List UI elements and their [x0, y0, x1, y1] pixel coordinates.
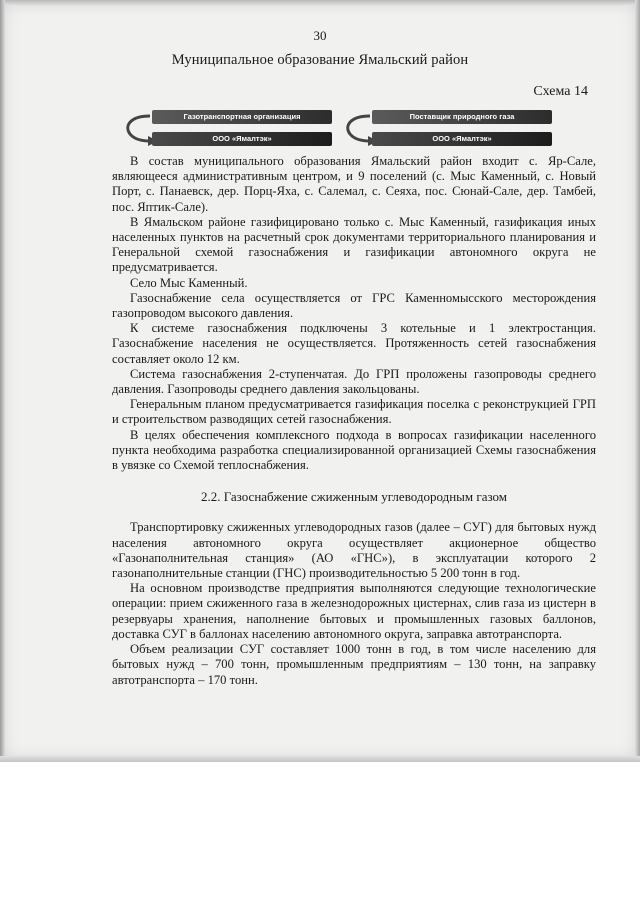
section-heading: 2.2. Газоснабжение сжиженным углеводородным газом — [200, 489, 508, 505]
paragraph: В Ямальском районе газифицировано только с. Мыс Каменный, газификация иных населенных пунктов на расчетный срок документами территориального планирования и Генеральной схемой газоснабжения и газификации автономного округа не предусматривается. — [112, 214, 596, 275]
page-number: 30 — [313, 28, 327, 43]
paragraph: В целях обеспечения комплексного подхода в вопросах газификации населенного пункта необходима разработка специализированной организацией Схемы газоснабжения в увязке со Схемой теплоснабжения. — [112, 427, 596, 473]
paragraph: К системе газоснабжения подключены 3 котельные и 1 электростанция. Газоснабжение населения не осуществляется. Протяженность сетей газоснабжения составляет около 12 км. — [112, 321, 596, 366]
page-title: Муниципальное образование Ямальский район — [171, 52, 469, 68]
paragraph: На основном производстве предприятия выполняются следующие технологические операции: прием сжиженного газа в железнодорожных цистернах, слив газа из цистерн в резервуары хранения, наполнение бытовых и промышленных газовых баллонов, доставка СУГ в баллонах населению автономного округа, заправка автотранспорта. — [112, 581, 596, 641]
paragraph: В состав муниципального образования Ямальский район входит с. Яр-Сале, являющееся административным центром, и 9 поселений (с. Мыс Каменный, с. Новый Порт, с. Панаевск, дер. Порц-Яха, с. Салемал, с. Сеяха, пос. Сюнай-Сале, дер. Тамбей, пос. Яптик-Сале). — [112, 154, 596, 214]
scheme-left-top-bar: Газотранспортная организация — [152, 110, 332, 124]
paragraph: Транспортировку сжиженных углеводородных газов (далее – СУГ) для бытовых нужд населения автономного округа осуществляет акционерное общество «Газонаполнительная станция» (АО «ГНС»), в эксплуатации которого 2 газонаполнительные станции (ГНС) производительностью 5 200 тонн в год. — [112, 520, 596, 581]
schema-label: Схема 14 — [533, 84, 588, 99]
scheme-right-bottom-bar: ООО «Ямалтэк» — [372, 132, 552, 146]
paragraph: Система газоснабжения 2-ступенчатая. До ГРП проложены газопроводы среднего давления. Газопроводы среднего давления закольцованы. — [112, 366, 596, 397]
scan-edge-right — [635, 0, 640, 762]
scan-edge-left — [0, 0, 5, 762]
scheme-left — [120, 110, 335, 148]
paragraph: Газоснабжение села осуществляется от ГРС Каменномысского месторождения газопроводом высокого давления. — [112, 290, 596, 321]
paragraph: Село Мыс Каменный. — [130, 275, 248, 290]
scheme-right-top-bar: Поставщик природного газа — [372, 110, 552, 124]
scheme-right — [340, 110, 555, 148]
document-body — [112, 154, 596, 688]
scheme-left-bottom-bar: ООО «Ямалтэк» — [152, 132, 332, 146]
paragraph: Объем реализации СУГ составляет 1000 тонн в год, в том числе населению для бытовых нужд – 700 тонн, промышленным предприятиям – 130 тонн, на заправку автотранспорта – 170 тонн. — [112, 642, 596, 687]
paragraph: Генеральным планом предусматривается газификация поселка с реконструкцией ГРП и строительством разводящих сетей газоснабжения. — [112, 397, 596, 427]
scan-edge-bottom — [0, 756, 640, 762]
scan-edge-top — [0, 0, 640, 6]
